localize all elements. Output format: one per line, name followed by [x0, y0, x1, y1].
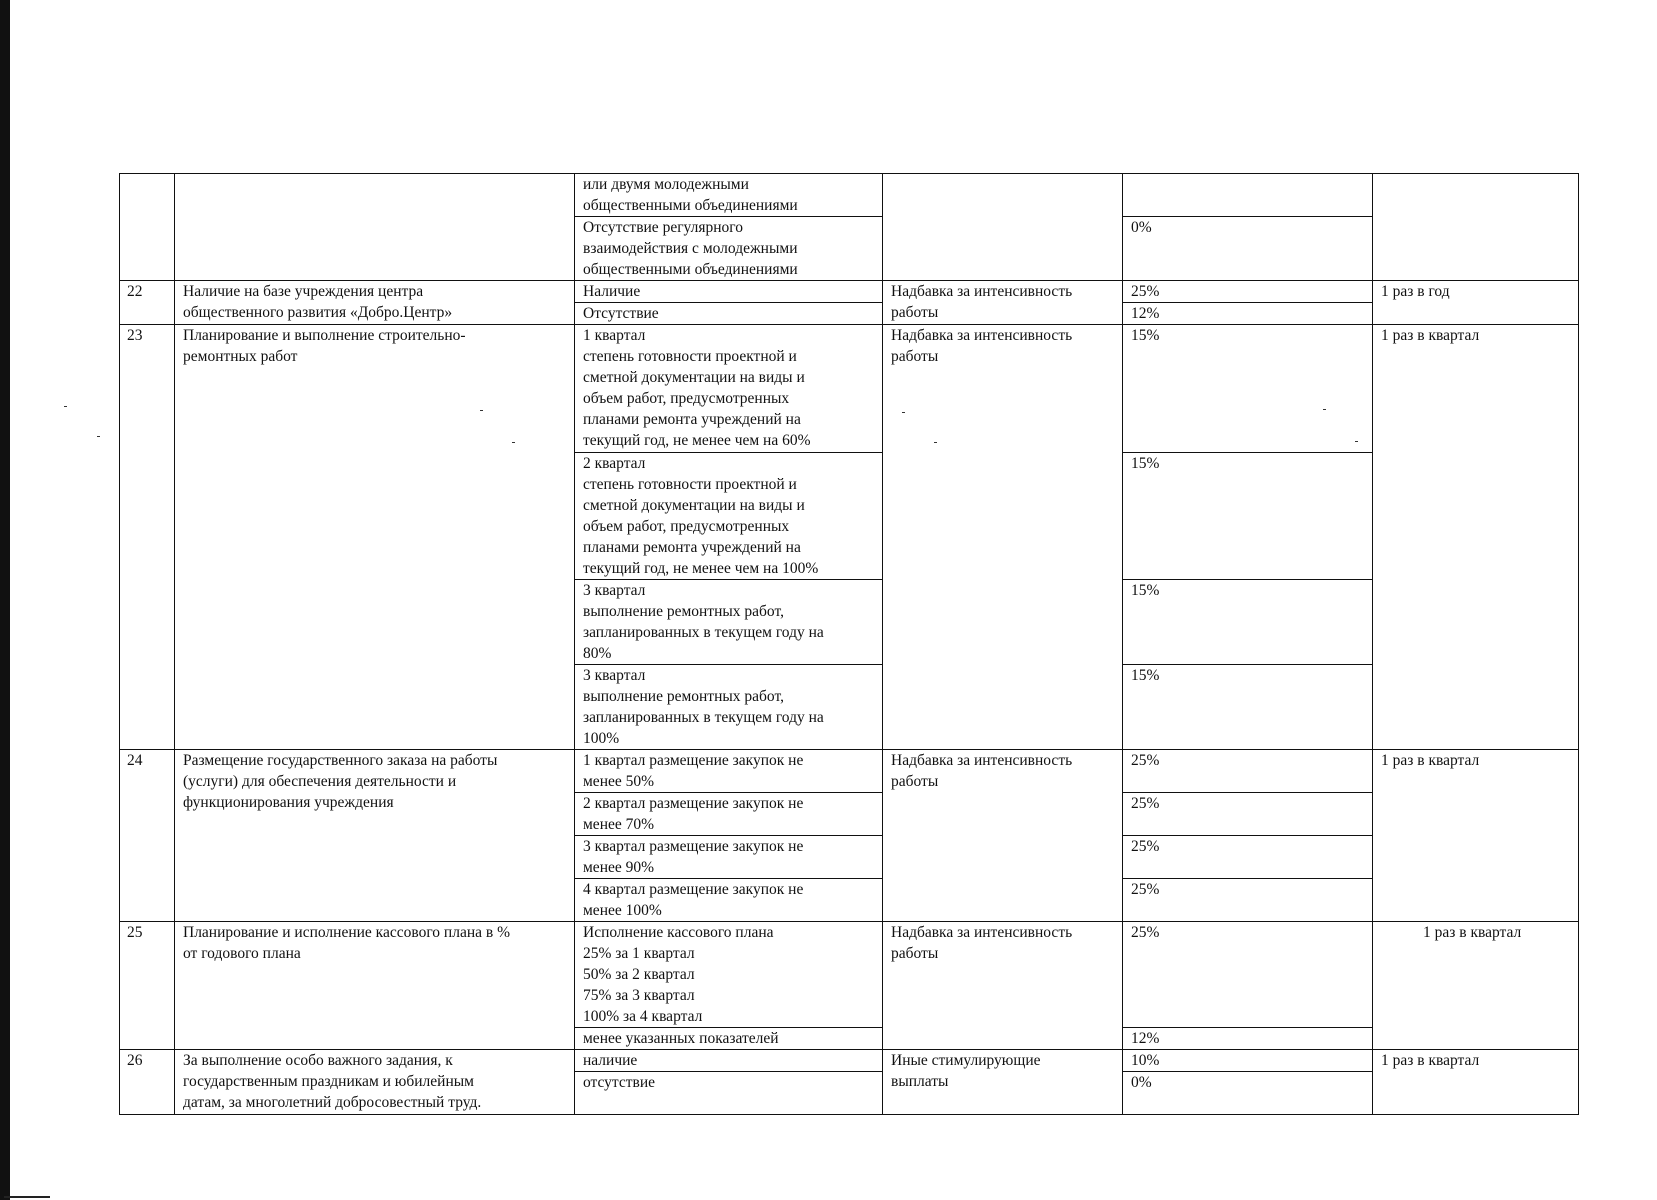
- criterion-cell: менее указанных показателей: [575, 1028, 883, 1050]
- criterion-cell: 1 квартал размещение закупок не менее 50%: [575, 750, 883, 793]
- value-cell: 25%: [1123, 879, 1373, 922]
- frequency-cell: 1 раз в квартал: [1373, 325, 1579, 750]
- indicator-cell: За выполнение особо важного задания, к государственным праздникам и юбилейным датам, за многолетний добросовестный труд.: [175, 1050, 575, 1115]
- criterion-cell: 2 квартал размещение закупок не менее 70%: [575, 793, 883, 836]
- table-row: [120, 281, 1579, 303]
- row-number-cell: [120, 174, 175, 281]
- value-cell: 0%: [1123, 1072, 1373, 1115]
- criterion-cell: Отсутствие: [575, 303, 883, 325]
- frequency-cell: 1 раз в квартал: [1373, 922, 1579, 1050]
- row-number-cell: 23: [120, 325, 175, 750]
- frequency-cell: 1 раз в год: [1373, 281, 1579, 325]
- criteria-table: [119, 173, 1579, 1115]
- value-cell: 12%: [1123, 1028, 1373, 1050]
- criterion-cell: Исполнение кассового плана 25% за 1 квартал 50% за 2 квартал 75% за 3 квартал 100% за 4 квартал: [575, 922, 883, 1028]
- row-number-cell: 22: [120, 281, 175, 325]
- payment-type-cell: Надбавка за интенсивность работы: [883, 281, 1123, 325]
- payment-type-cell: Надбавка за интенсивность работы: [883, 750, 1123, 922]
- criterion-cell: наличие: [575, 1050, 883, 1072]
- value-cell: 0%: [1123, 217, 1373, 281]
- criterion-cell: 3 квартал размещение закупок не менее 90%: [575, 836, 883, 879]
- table-row: [120, 1050, 1579, 1072]
- row-number-cell: 24: [120, 750, 175, 922]
- criterion-cell: 2 квартал степень готовности проектной и сметной документации на виды и объем работ, предусмотренных планами ремонта учреждений на текущий год, не менее чем на 100%: [575, 453, 883, 580]
- frequency-cell: 1 раз в квартал: [1373, 1050, 1579, 1115]
- table-row: [120, 174, 1579, 217]
- value-cell: 15%: [1123, 665, 1373, 750]
- criterion-cell: Отсутствие регулярного взаимодействия с молодежными общественными объединениями: [575, 217, 883, 281]
- row-number-cell: 26: [120, 1050, 175, 1115]
- value-cell: 25%: [1123, 922, 1373, 1028]
- value-cell: 15%: [1123, 453, 1373, 580]
- value-cell: [1123, 174, 1373, 217]
- value-cell: 25%: [1123, 836, 1373, 879]
- criterion-cell: отсутствие: [575, 1072, 883, 1115]
- value-cell: 12%: [1123, 303, 1373, 325]
- payment-type-cell: Надбавка за интенсивность работы: [883, 325, 1123, 750]
- criterion-cell: 1 квартал степень готовности проектной и сметной документации на виды и объем работ, предусмотренных планами ремонта учреждений на текущий год, не менее чем на 60%: [575, 325, 883, 453]
- frequency-cell: [1373, 174, 1579, 281]
- indicator-cell: Наличие на базе учреждения центра общественного развития «Добро.Центр»: [175, 281, 575, 325]
- indicator-cell: Размещение государственного заказа на работы (услуги) для обеспечения деятельности и функционирования учреждения: [175, 750, 575, 922]
- criterion-cell: 4 квартал размещение закупок не менее 100%: [575, 879, 883, 922]
- table-row: [120, 325, 1579, 453]
- value-cell: 25%: [1123, 750, 1373, 793]
- criterion-cell: Наличие: [575, 281, 883, 303]
- value-cell: 25%: [1123, 793, 1373, 836]
- payment-type-cell: Иные стимулирующие выплаты: [883, 1050, 1123, 1115]
- indicator-cell: [175, 174, 575, 281]
- scan-edge-bar: [0, 0, 10, 1200]
- payment-type-cell: [883, 174, 1123, 281]
- indicator-cell: Планирование и выполнение строительно- ремонтных работ: [175, 325, 575, 750]
- payment-type-cell: Надбавка за интенсивность работы: [883, 922, 1123, 1050]
- indicator-cell: Планирование и исполнение кассового плана в % от годового плана: [175, 922, 575, 1050]
- table-row: [120, 750, 1579, 793]
- value-cell: 15%: [1123, 580, 1373, 665]
- criterion-cell: 3 квартал выполнение ремонтных работ, запланированных в текущем году на 100%: [575, 665, 883, 750]
- scan-speck: [97, 436, 100, 437]
- scan-margin-mark: [4, 1196, 50, 1198]
- frequency-cell: 1 раз в квартал: [1373, 750, 1579, 922]
- row-number-cell: 25: [120, 922, 175, 1050]
- value-cell: 25%: [1123, 281, 1373, 303]
- value-cell: 10%: [1123, 1050, 1373, 1072]
- scan-speck: [64, 406, 67, 407]
- table-row: [120, 922, 1579, 1028]
- value-cell: 15%: [1123, 325, 1373, 453]
- criterion-cell: 3 квартал выполнение ремонтных работ, запланированных в текущем году на 80%: [575, 580, 883, 665]
- criterion-cell: или двумя молодежными общественными объединениями: [575, 174, 883, 217]
